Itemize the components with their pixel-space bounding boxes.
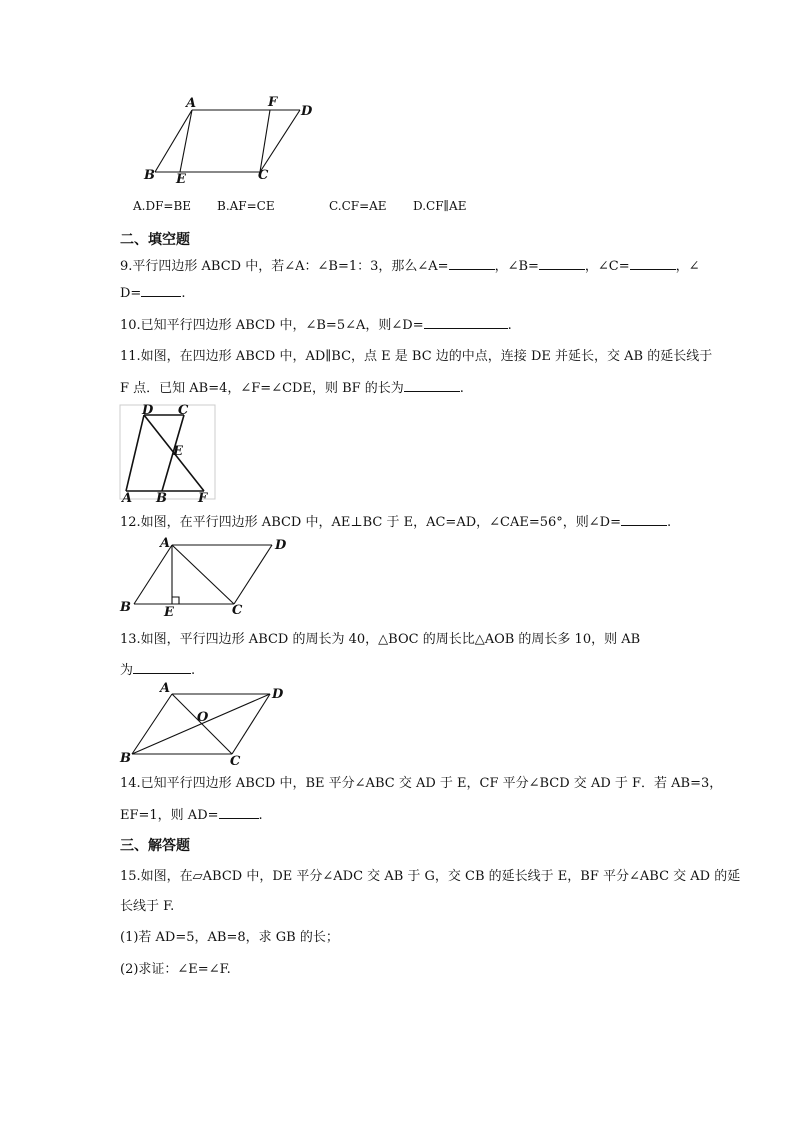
- q9-text-a: 9.平行四边形 ABCD 中，若∠A：∠B=1：3，那么∠A=: [120, 259, 449, 274]
- q10-blank[interactable]: [424, 317, 508, 329]
- q9-blank-B[interactable]: [539, 258, 585, 270]
- question-10: [120, 317, 512, 334]
- label-O: O: [197, 710, 209, 725]
- question-15-line1: 15.如图，在▱ABCD 中，DE 平分∠ADC 交 AB 于 G，交 CB 的延长线于 E，BF 平分∠ABC 交 AD 的延: [120, 869, 741, 884]
- q14-end: .: [258, 808, 263, 823]
- q9-text-d: ，∠: [675, 259, 700, 274]
- label-B: B: [120, 600, 131, 615]
- q9-text-b: ，∠B=: [494, 259, 539, 274]
- option-d: D.CF∥AE: [413, 199, 467, 213]
- q10-text: 10.已知平行四边形 ABCD 中，∠B=5∠A，则∠D=: [120, 318, 424, 333]
- q14-text: EF=1，则 AD=: [120, 808, 219, 823]
- q12-blank[interactable]: [621, 514, 667, 526]
- label-E: E: [173, 444, 183, 459]
- option-b: B.AF=CE: [217, 199, 275, 213]
- q14-blank[interactable]: [219, 807, 259, 819]
- question-9-line2: [120, 285, 185, 302]
- question-14-line1: 14.已知平行四边形 ABCD 中，BE 平分∠ABC 交 AD 于 E，CF 平分∠BCD 交 AD 于 F．若 AB=3，: [120, 776, 723, 791]
- label-A: A: [186, 96, 197, 111]
- q11-text: F 点．已知 AB=4，∠F=∠CDE，则 BF 的长为: [120, 381, 404, 396]
- label-C: C: [258, 168, 269, 183]
- section-heading-solutions: 三、解答题: [120, 838, 190, 854]
- q13-end: .: [191, 663, 196, 678]
- option-a: A.DF=BE: [133, 199, 192, 213]
- q11-end: .: [459, 381, 464, 396]
- label-A: A: [160, 536, 171, 551]
- figure-q12: [118, 535, 298, 620]
- question-12: [120, 514, 671, 531]
- question-9-line1: [120, 258, 700, 275]
- section-heading-fill-in: 二、填空题: [120, 232, 190, 248]
- q9-blank-D[interactable]: [141, 285, 181, 297]
- question-11-line1: 11.如图，在四边形 ABCD 中，AD∥BC，点 E 是 BC 边的中点，连接 DE 并延长，交 AB 的延长线于: [120, 349, 713, 364]
- question-15-line2: 长线于 F.: [120, 899, 175, 914]
- label-C: C: [230, 754, 241, 769]
- label-D: D: [142, 403, 154, 418]
- figure-q8: [140, 95, 320, 185]
- figure-q11: [118, 403, 218, 506]
- q12-text: 12.如图，在平行四边形 ABCD 中，AE⊥BC 于 E，AC=AD，∠CAE=56°，则∠D=: [120, 515, 621, 530]
- label-B: B: [120, 751, 131, 766]
- question-11-line2: [120, 380, 464, 397]
- q9-end: .: [181, 286, 186, 301]
- q12-end: .: [667, 515, 672, 530]
- q10-end: .: [507, 318, 512, 333]
- label-D: D: [272, 687, 284, 702]
- q9-blank-A[interactable]: [449, 258, 495, 270]
- label-A: A: [160, 681, 171, 696]
- question-15-part1: (1)若 AD=5，AB=8，求 GB 的长；: [120, 930, 339, 945]
- q9-text-e: D=: [120, 286, 142, 301]
- q11-blank[interactable]: [404, 380, 460, 392]
- label-F: F: [198, 491, 208, 506]
- question-13-line1: 13.如图，平行四边形 ABCD 的周长为 40，△BOC 的周长比△AOB 的周长多 10，则 AB: [120, 632, 641, 647]
- question-14-line2: [120, 807, 263, 824]
- label-C: C: [232, 603, 243, 618]
- figure-q13: [118, 680, 298, 769]
- label-E: E: [176, 172, 186, 187]
- option-c: C.CF=AE: [329, 199, 387, 213]
- q9-text-c: ，∠C=: [584, 259, 630, 274]
- question-15-part2: (2)求证：∠E=∠F.: [120, 962, 231, 977]
- label-C: C: [178, 403, 189, 418]
- label-D: D: [275, 538, 287, 553]
- label-E: E: [164, 605, 174, 620]
- q13-blank[interactable]: [133, 662, 191, 674]
- label-B: B: [156, 491, 167, 506]
- label-F: F: [268, 95, 278, 110]
- question-13-line2: [120, 662, 195, 679]
- label-D: D: [301, 104, 313, 119]
- label-A: A: [122, 491, 133, 506]
- q13-text: 为: [120, 663, 134, 678]
- q9-blank-C[interactable]: [630, 258, 676, 270]
- label-B: B: [144, 168, 155, 183]
